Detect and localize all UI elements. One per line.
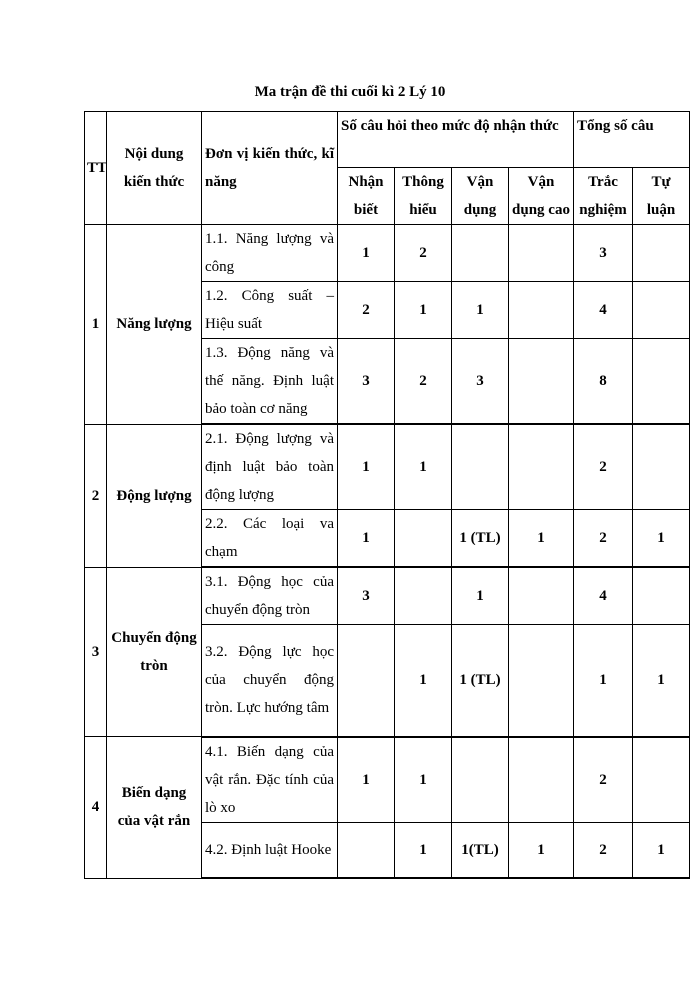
cell-tu-luan	[633, 424, 690, 510]
topic-number: 3	[85, 567, 107, 737]
unit-name: 2.2. Các loại va chạm	[202, 510, 338, 568]
cell-trac-nghiem: 1	[574, 625, 633, 737]
cell-van-dung-cao	[509, 225, 574, 282]
cell-thong-hieu: 1	[395, 625, 452, 737]
cell-nhan-biet: 3	[338, 567, 395, 625]
cell-van-dung: 1(TL)	[452, 822, 509, 878]
cell-tu-luan: 1	[633, 510, 690, 568]
topic-name: Động lượng	[107, 424, 202, 567]
header-level-van-dung-cao: Vận dụng cao	[509, 168, 574, 225]
cell-tu-luan	[633, 567, 690, 625]
cell-tu-luan	[633, 282, 690, 339]
cell-thong-hieu: 1	[395, 822, 452, 878]
header-levels-group: Số câu hỏi theo mức độ nhận thức	[338, 112, 574, 168]
cell-van-dung	[452, 225, 509, 282]
cell-van-dung: 1	[452, 282, 509, 339]
unit-name: 1.2. Công suất – Hiệu suất	[202, 282, 338, 339]
cell-van-dung-cao: 1	[509, 822, 574, 878]
cell-van-dung-cao	[509, 737, 574, 823]
header-total-trac-nghiem: Trắc nghiệm	[574, 168, 633, 225]
header-total-group: Tổng số câu	[574, 112, 690, 168]
cell-nhan-biet: 1	[338, 424, 395, 510]
cell-van-dung-cao	[509, 282, 574, 339]
cell-thong-hieu: 1	[395, 737, 452, 823]
header-level-nhan-biet: Nhận biết	[338, 168, 395, 225]
table-row	[85, 737, 690, 823]
cell-trac-nghiem: 2	[574, 737, 633, 823]
topic-number: 4	[85, 737, 107, 879]
unit-name: 2.1. Động lượng và định luật bảo toàn động lượng	[202, 424, 338, 510]
cell-van-dung	[452, 737, 509, 823]
header-total-tu-luan: Tự luận	[633, 168, 690, 225]
cell-nhan-biet: 2	[338, 282, 395, 339]
cell-thong-hieu: 2	[395, 225, 452, 282]
cell-nhan-biet: 1	[338, 510, 395, 568]
cell-van-dung	[452, 424, 509, 510]
cell-thong-hieu: 2	[395, 339, 452, 425]
topic-number: 2	[85, 424, 107, 567]
cell-tu-luan	[633, 339, 690, 425]
cell-trac-nghiem: 8	[574, 339, 633, 425]
table-row	[85, 567, 690, 625]
cell-tu-luan: 1	[633, 625, 690, 737]
unit-name: 4.1. Biến dạng của vật rắn. Đặc tính của lò xo	[202, 737, 338, 823]
header-content: Nội dung kiến thức	[107, 112, 202, 225]
unit-name: 4.2. Định luật Hooke	[202, 822, 338, 878]
cell-trac-nghiem: 2	[574, 822, 633, 878]
cell-trac-nghiem: 4	[574, 567, 633, 625]
unit-name: 3.2. Động lực học của chuyển động tròn. Lực hướng tâm	[202, 625, 338, 737]
cell-van-dung-cao	[509, 424, 574, 510]
cell-thong-hieu: 1	[395, 424, 452, 510]
cell-thong-hieu	[395, 567, 452, 625]
cell-van-dung: 1	[452, 567, 509, 625]
cell-van-dung-cao: 1	[509, 510, 574, 568]
header-level-thong-hieu: Thông hiểu	[395, 168, 452, 225]
cell-tu-luan	[633, 225, 690, 282]
cell-van-dung: 1 (TL)	[452, 510, 509, 568]
topic-name: Biến dạng của vật rắn	[107, 737, 202, 879]
cell-van-dung-cao	[509, 625, 574, 737]
topic-number: 1	[85, 225, 107, 425]
table-row	[85, 424, 690, 510]
cell-trac-nghiem: 2	[574, 424, 633, 510]
cell-nhan-biet: 1	[338, 225, 395, 282]
cell-thong-hieu	[395, 510, 452, 568]
unit-name: 3.1. Động học của chuyển động tròn	[202, 567, 338, 625]
cell-van-dung: 3	[452, 339, 509, 425]
cell-van-dung-cao	[509, 339, 574, 425]
cell-nhan-biet: 1	[338, 737, 395, 823]
cell-trac-nghiem: 4	[574, 282, 633, 339]
cell-nhan-biet	[338, 822, 395, 878]
header-tt: TT	[85, 112, 107, 225]
cell-nhan-biet	[338, 625, 395, 737]
unit-name: 1.3. Động năng và thế năng. Định luật bảo toàn cơ năng	[202, 339, 338, 425]
table-row	[85, 225, 690, 282]
cell-trac-nghiem: 3	[574, 225, 633, 282]
cell-trac-nghiem: 2	[574, 510, 633, 568]
cell-van-dung-cao	[509, 567, 574, 625]
exam-matrix-table	[84, 111, 690, 879]
unit-name: 1.1. Năng lượng và công	[202, 225, 338, 282]
header-unit: Đơn vị kiến thức, kĩ năng	[202, 112, 338, 225]
topic-name: Năng lượng	[107, 225, 202, 425]
header-level-van-dung: Vận dụng	[452, 168, 509, 225]
cell-nhan-biet: 3	[338, 339, 395, 425]
cell-thong-hieu: 1	[395, 282, 452, 339]
page-title: Ma trận đề thi cuối kì 2 Lý 10	[254, 84, 446, 100]
cell-tu-luan	[633, 737, 690, 823]
cell-van-dung: 1 (TL)	[452, 625, 509, 737]
topic-name: Chuyển động tròn	[107, 567, 202, 737]
header-row-1	[85, 112, 690, 168]
cell-tu-luan: 1	[633, 822, 690, 878]
